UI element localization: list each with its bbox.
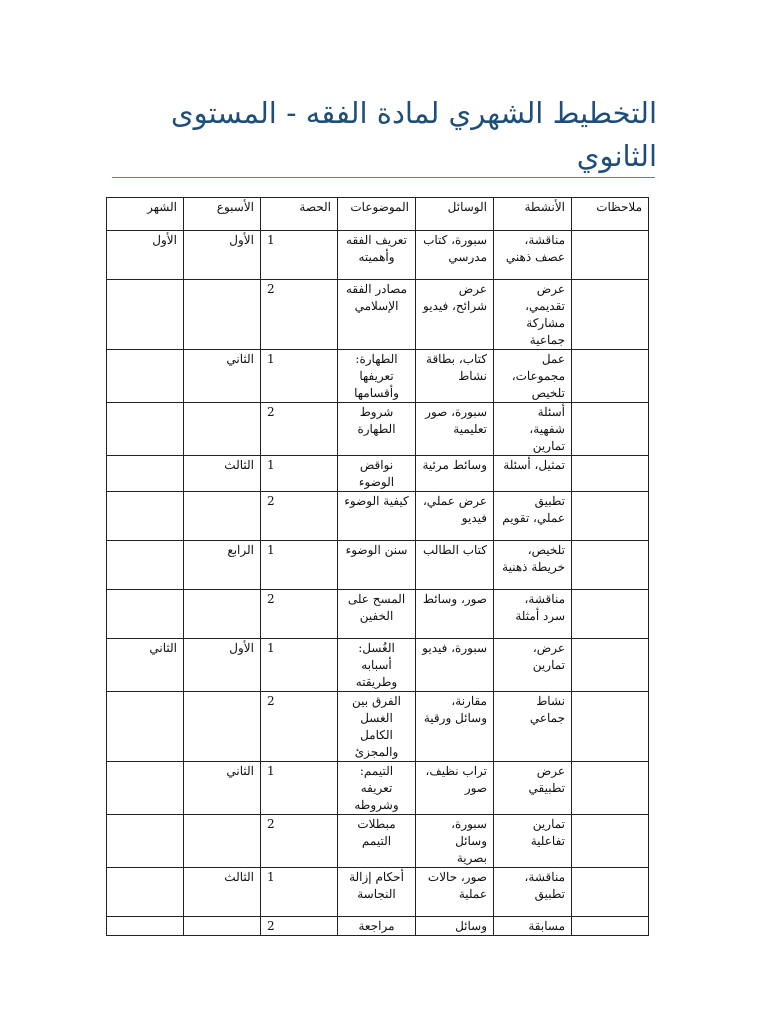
- cell-activities: نشاط جماعي: [494, 692, 572, 762]
- header-notes: ملاحظات: [572, 198, 649, 231]
- cell-notes: [572, 231, 649, 280]
- cell-topic: سنن الوضوء: [338, 541, 416, 590]
- cell-lesson: 1: [261, 541, 338, 590]
- monthly-plan-table: [106, 197, 649, 936]
- table-row: [107, 815, 649, 868]
- cell-means: مقارنة، وسائل ورقية: [416, 692, 494, 762]
- cell-notes: [572, 868, 649, 917]
- table-row: [107, 917, 649, 936]
- table-row: [107, 492, 649, 541]
- table-header-row: [107, 198, 649, 231]
- cell-means: سبورة، فيديو: [416, 639, 494, 692]
- cell-lesson: 1: [261, 639, 338, 692]
- cell-activities: تلخيص، خريطة ذهنية: [494, 541, 572, 590]
- cell-activities: عرض تقديمي، مشاركة جماعية: [494, 280, 572, 350]
- cell-notes: [572, 541, 649, 590]
- cell-week: [184, 403, 261, 456]
- cell-month: الأول: [107, 231, 184, 280]
- table-row: [107, 692, 649, 762]
- cell-activities: مناقشة، عصف ذهني: [494, 231, 572, 280]
- cell-means: عرض عملي، فيديو: [416, 492, 494, 541]
- document-title: التخطيط الشهري لمادة الفقه - المستوى الثانوي: [170, 96, 657, 173]
- cell-month: [107, 541, 184, 590]
- table-body: [107, 231, 649, 936]
- cell-month: الثاني: [107, 639, 184, 692]
- table-row: [107, 350, 649, 403]
- cell-activities: عرض، تمارين: [494, 639, 572, 692]
- cell-notes: [572, 917, 649, 936]
- table-row: [107, 541, 649, 590]
- cell-month: [107, 456, 184, 492]
- cell-week: [184, 280, 261, 350]
- cell-topic: مصادر الفقه الإسلامي: [338, 280, 416, 350]
- cell-lesson: 2: [261, 917, 338, 936]
- cell-lesson: 1: [261, 456, 338, 492]
- table-row: [107, 590, 649, 639]
- cell-lesson: 1: [261, 762, 338, 815]
- cell-activities: أسئلة شفهية، تمارين: [494, 403, 572, 456]
- header-topic: الموضوعات: [338, 198, 416, 231]
- cell-week: [184, 815, 261, 868]
- table-row: [107, 456, 649, 492]
- cell-lesson: 2: [261, 590, 338, 639]
- cell-topic: الغُسل: أسبابه وطريقته: [338, 639, 416, 692]
- header-lesson: الحصة: [261, 198, 338, 231]
- cell-activities: تطبيق عملي، تقويم: [494, 492, 572, 541]
- table-row: [107, 762, 649, 815]
- cell-topic: أحكام إزالة النجاسة: [338, 868, 416, 917]
- cell-activities: مسابقة: [494, 917, 572, 936]
- cell-notes: [572, 456, 649, 492]
- cell-activities: عرض تطبيقي: [494, 762, 572, 815]
- cell-week: [184, 917, 261, 936]
- title-underline: [112, 177, 655, 178]
- cell-means: سبورة، وسائل بصرية: [416, 815, 494, 868]
- cell-week: [184, 492, 261, 541]
- cell-month: [107, 403, 184, 456]
- table-row: [107, 280, 649, 350]
- cell-notes: [572, 492, 649, 541]
- header-month: الشهر: [107, 198, 184, 231]
- cell-topic: التيمم: تعريفه وشروطه: [338, 762, 416, 815]
- cell-lesson: 2: [261, 815, 338, 868]
- cell-month: [107, 762, 184, 815]
- cell-lesson: 2: [261, 280, 338, 350]
- cell-activities: مناقشة، تطبيق: [494, 868, 572, 917]
- cell-topic: الطهارة: تعريفها وأقسامها: [338, 350, 416, 403]
- cell-notes: [572, 350, 649, 403]
- cell-means: كتاب، بطاقة نشاط: [416, 350, 494, 403]
- cell-month: [107, 917, 184, 936]
- cell-activities: عمل مجموعات، تلخيص: [494, 350, 572, 403]
- cell-means: عرض شرائح، فيديو: [416, 280, 494, 350]
- cell-month: [107, 492, 184, 541]
- cell-week: الثالث: [184, 868, 261, 917]
- cell-activities: تمثيل، أسئلة: [494, 456, 572, 492]
- cell-topic: كيفية الوضوء: [338, 492, 416, 541]
- table-row: [107, 868, 649, 917]
- table-row: [107, 639, 649, 692]
- cell-topic: الفرق بين الغسل الكامل والمجزئ: [338, 692, 416, 762]
- header-week: الأسبوع: [184, 198, 261, 231]
- cell-week: [184, 590, 261, 639]
- cell-month: [107, 692, 184, 762]
- cell-means: سبورة، كتاب مدرسي: [416, 231, 494, 280]
- cell-means: وسائط مرئية: [416, 456, 494, 492]
- cell-topic: مراجعة: [338, 917, 416, 936]
- cell-notes: [572, 280, 649, 350]
- cell-notes: [572, 692, 649, 762]
- cell-notes: [572, 403, 649, 456]
- cell-means: كتاب الطالب: [416, 541, 494, 590]
- cell-week: الثاني: [184, 762, 261, 815]
- cell-notes: [572, 815, 649, 868]
- cell-notes: [572, 639, 649, 692]
- cell-week: الرابع: [184, 541, 261, 590]
- cell-topic: نواقض الوضوء: [338, 456, 416, 492]
- cell-topic: تعريف الفقه وأهميته: [338, 231, 416, 280]
- cell-activities: مناقشة، سرد أمثلة: [494, 590, 572, 639]
- table-row: [107, 231, 649, 280]
- cell-means: صور، وسائط: [416, 590, 494, 639]
- cell-activities: تمارين تفاعلية: [494, 815, 572, 868]
- cell-week: [184, 692, 261, 762]
- cell-lesson: 2: [261, 692, 338, 762]
- cell-means: صور، حالات عملية: [416, 868, 494, 917]
- cell-lesson: 2: [261, 492, 338, 541]
- cell-week: الثالث: [184, 456, 261, 492]
- cell-lesson: 1: [261, 231, 338, 280]
- cell-week: الثاني: [184, 350, 261, 403]
- table-row: [107, 403, 649, 456]
- cell-means: وسائل: [416, 917, 494, 936]
- header-activities: الأنشطة: [494, 198, 572, 231]
- cell-means: سبورة، صور تعليمية: [416, 403, 494, 456]
- cell-notes: [572, 590, 649, 639]
- cell-lesson: 1: [261, 350, 338, 403]
- cell-month: [107, 590, 184, 639]
- cell-week: الأول: [184, 639, 261, 692]
- cell-month: [107, 350, 184, 403]
- cell-lesson: 2: [261, 403, 338, 456]
- cell-notes: [572, 762, 649, 815]
- cell-lesson: 1: [261, 868, 338, 917]
- cell-month: [107, 868, 184, 917]
- header-means: الوسائل: [416, 198, 494, 231]
- cell-topic: شروط الطهارة: [338, 403, 416, 456]
- cell-week: الأول: [184, 231, 261, 280]
- cell-month: [107, 815, 184, 868]
- cell-topic: مبطلات التيمم: [338, 815, 416, 868]
- cell-month: [107, 280, 184, 350]
- cell-means: تراب نظيف، صور: [416, 762, 494, 815]
- cell-topic: المسح على الخفين: [338, 590, 416, 639]
